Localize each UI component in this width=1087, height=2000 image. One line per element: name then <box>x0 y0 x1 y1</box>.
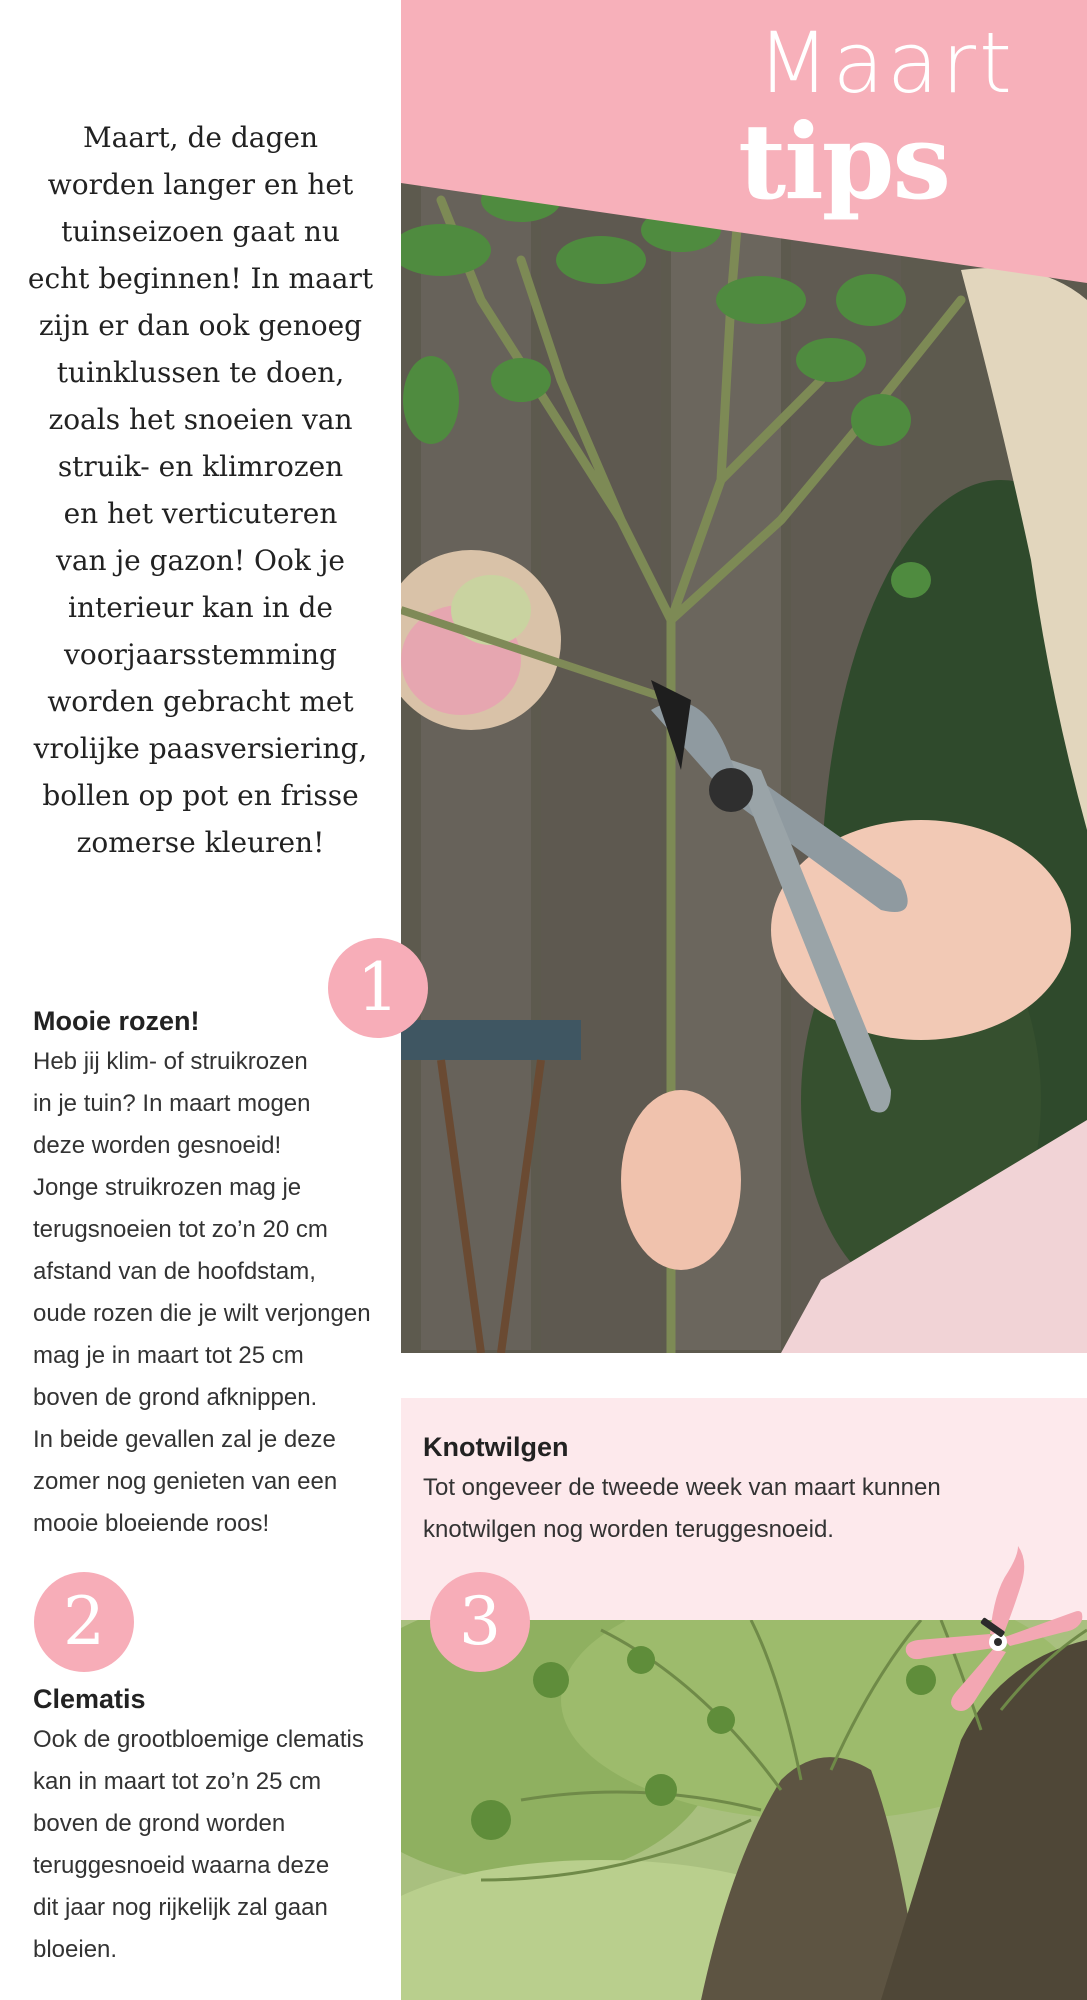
tip-willows-title: Knotwilgen <box>423 1432 569 1462</box>
tip-clematis <box>33 1684 403 1971</box>
body-line: boven de grond afknippen. <box>33 1384 318 1411</box>
intro-line: worden gebracht met <box>47 685 354 718</box>
body-line: oude rozen die je wilt verjongen <box>33 1300 371 1327</box>
body-line: in je tuin? In maart mogen <box>33 1090 311 1117</box>
body-line: terugsnoeien tot zo’n 20 cm <box>33 1216 328 1243</box>
intro-line: echt beginnen! In maart <box>27 262 374 295</box>
body-line: boven de grond worden <box>33 1810 286 1837</box>
tip-number-3: 3 <box>430 1572 530 1672</box>
tip-willows-body <box>423 1467 1063 1551</box>
tip-roses-body <box>33 1041 403 1545</box>
intro-line: worden langer en het <box>47 168 354 201</box>
pruning-shears-icon <box>898 1542 1083 1717</box>
body-line: mooie bloeiende roos! <box>33 1510 270 1537</box>
body-line: bloeien. <box>33 1936 118 1963</box>
tip-number-2: 2 <box>34 1572 134 1672</box>
body-line: Heb jij klim- of struikrozen <box>33 1048 308 1075</box>
body-line: In beide gevallen zal je deze <box>33 1426 336 1453</box>
intro-line: zomerse kleuren! <box>76 826 325 859</box>
body-line: knotwilgen nog worden teruggesnoeid. <box>423 1516 834 1543</box>
title-month: Maart <box>757 14 1015 112</box>
intro-line: tuinklussen te doen, <box>56 356 345 389</box>
body-line: teruggesnoeid waarna deze <box>33 1852 330 1879</box>
header-banner <box>401 0 1087 290</box>
intro-line: bollen op pot en frisse <box>42 779 359 812</box>
tip-number-1: 1 <box>328 938 428 1038</box>
intro-line: vrolijke paasversiering, <box>33 732 368 765</box>
intro-line: zijn er dan ook genoeg <box>38 309 363 342</box>
title-tips: tips <box>738 100 949 223</box>
tip-clematis-body <box>33 1719 403 1971</box>
intro-line: van je gazon! Ook je <box>56 544 345 577</box>
body-line: Ook de grootbloemige clematis <box>33 1726 364 1753</box>
intro-line: interieur kan in de <box>67 591 333 624</box>
body-line: kan in maart tot zo’n 25 cm <box>33 1768 322 1795</box>
body-line: Tot ongeveer de tweede week van maart kunnen <box>423 1474 941 1501</box>
body-line: zomer nog genieten van een <box>33 1468 338 1495</box>
tip-roses-title: Mooie rozen! <box>33 1006 200 1036</box>
tip-willows <box>423 1432 1063 1551</box>
body-line: Jonge struikrozen mag je <box>33 1174 302 1201</box>
body-line: afstand van de hoofdstam, <box>33 1258 316 1285</box>
intro-line: zoals het snoeien van <box>48 403 353 436</box>
body-line: mag je in maart tot 25 cm <box>33 1342 304 1369</box>
tip-roses <box>33 1006 403 1545</box>
intro-line: struik- en klimrozen <box>57 450 344 483</box>
intro-text <box>18 114 383 866</box>
intro-line: en het verticuteren <box>63 497 338 530</box>
intro-line: voorjaarsstemming <box>64 638 337 671</box>
intro-line: Maart, de dagen <box>82 121 319 154</box>
body-line: deze worden gesnoeid! <box>33 1132 282 1159</box>
tip-clematis-title: Clematis <box>33 1684 146 1714</box>
intro-line: tuinseizoen gaat nu <box>61 215 340 248</box>
body-line: dit jaar nog rijkelijk zal gaan <box>33 1894 328 1921</box>
